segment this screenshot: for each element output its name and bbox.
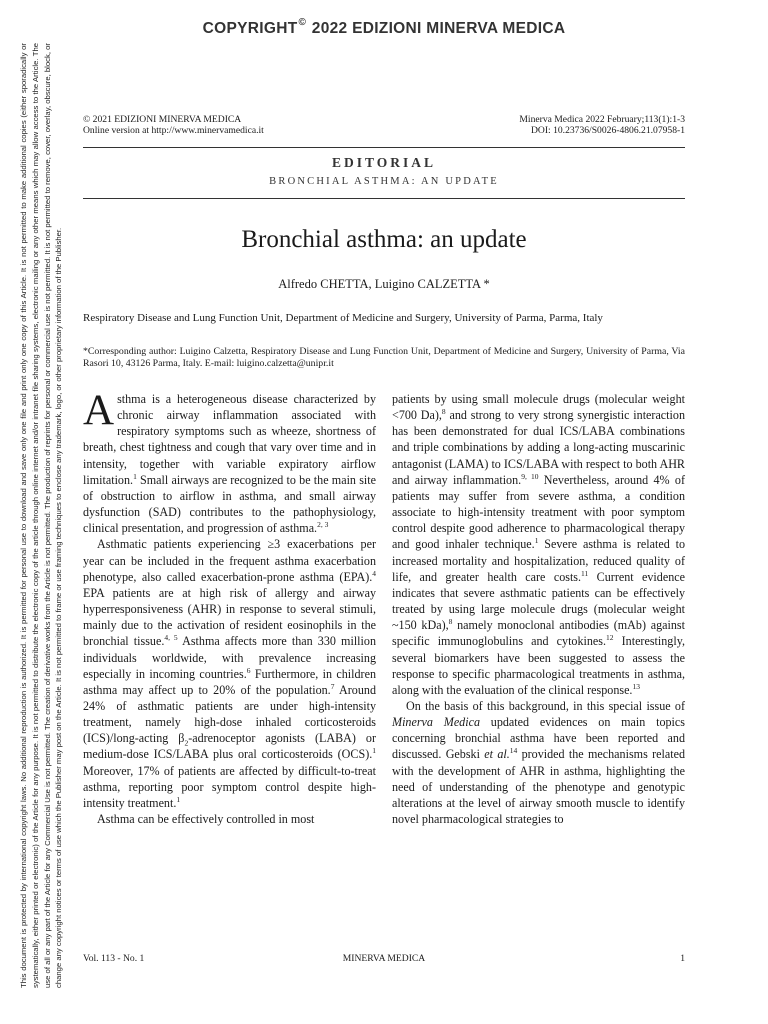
citation-ref[interactable]: 1	[133, 471, 137, 481]
body-paragraph: On the basis of this background, in this special issue of Minerva Medica updated evidences on main topics concerning bronchial asthma have been reported and discussed. Gebski et al.$^{14}$ provided the mechanisms related with the development of AHR in asthma, highlighting the need of understanding of the phenotype and genotypic alterations at the level of airway smooth muscle to identify novel pharmacological strategies to	[392, 698, 685, 827]
page-number: 1	[680, 953, 685, 964]
citation-ref[interactable]: 2, 3	[317, 520, 329, 530]
publisher-copyright: © 2021 EDIZIONI MINERVA MEDICA	[83, 114, 242, 125]
footer-journal: MINERVA MEDICA	[342, 953, 426, 964]
corresponding-author: *Corresponding author: Luigino Calzetta, Respiratory Disease and Lung Function Unit, Department of Medicine and Surgery, University of Parma, Via Rasori 10, 43126 Parma, Italy. E-mail: luigino.calzetta@unipr.it	[83, 346, 685, 369]
journal-citation: Minerva Medica 2022 February;113(1):1-3	[519, 114, 685, 125]
et-al: et al.	[484, 747, 510, 762]
citation-info	[519, 114, 685, 136]
citation-ref[interactable]: 13	[632, 681, 640, 691]
copyright-text-left: COPYRIGHT	[202, 20, 298, 37]
section-kind: EDITORIAL	[331, 155, 437, 170]
copyright-text-right: 2022 EDIZIONI MINERVA MEDICA	[311, 20, 566, 37]
online-version-link[interactable]: Online version at http://www.minervamedica.it	[83, 125, 264, 136]
citation-ref[interactable]: 12	[606, 633, 614, 643]
doi-link[interactable]: DOI: 10.23736/S0026-4806.21.07958-1	[530, 125, 685, 136]
copyright-symbol: ©	[298, 17, 307, 28]
body-paragraph: patients by using small molecule drugs (molecular weight <700 Da),$^8$ and strong to very strong synergistic interaction has been demonstrated for dual ICS/LABA combinations and triple combinations by adding a long-acting muscarinic antagonist (LAMA) to ICS/LABA with respect to both AHR and airway inflammation.$^{9, 10}$ Nevertheless, around 4% of patients may suffer from severe asthma, a condition associate to high-intensity treatment with poor symptom control despite good adherence to pharmacological therapy and good inhaler technique.$^1$ Severe asthma is related to increased mortality and hospitalization, reduced quality of life, and greater health care costs.$^{11}$ Current evidence indicates that severe asthmatic patients can be effectively treated by using large molecule drugs (molecular weight ~150 kDa),$^8$ namely monoclonal antibodies (mAb) against specific immunoglobulins and cytokines.$^{12}$ Interestingly, several biomarkers have been suggested to assess the response to specific pharmacological treatments in asthma, along with the evaluation of the clinical response.$^{13}$	[392, 392, 686, 697]
citation-ref[interactable]: 8	[448, 617, 453, 627]
citation-ref[interactable]: 11	[581, 568, 589, 578]
citation-ref[interactable]: 1	[372, 746, 376, 756]
citation-ref[interactable]: 4, 5	[164, 633, 178, 643]
header-divider	[83, 147, 685, 148]
copyright-side-notice: This document is protected by international copyright laws. No additional reproduction is authorized. It is permitted for personal use to download and save only one file and print only one copy of this Article. It is not permitted to make additional copies (either sporadically or systematically, either printed or electronic) of the Article for any purpose. It is not permitted to distribute the electronic copy of the article through online internet and/or intranet file sharing systems, electronic mailing or any other means which may allow access to the Article. The use of all or any part of the Article for any Commercial Use is not permitted. The creation of derivative works from the Article is not permitted. The production of reprints for personal or commercial use is not permitted. It is not permitted to remove, cover, overlay, obscure, block, or change any copyright notices or terms of use which the Publisher may post on the Article. It is not permitted to frame or use framing techniques to enclose any trademark, logo, or other proprietary information of the Publisher.	[19, 43, 64, 988]
copyright-banner	[0, 17, 768, 38]
journal-name: Minerva Medica	[392, 715, 481, 730]
publisher-info	[83, 114, 264, 136]
citation-ref[interactable]: 8	[441, 407, 446, 417]
body-paragraph: Asthma is a heterogeneous disease characterized by chronic airway inflammation associated with respiratory symptoms such as wheeze, shortness of breath, chest tightness and cough that vary over time and in intensity, together with variable expiratory airflow limitation.$^1$ Small airways are recognized to be the main site of obstruction to airflow in asthma, and small airway dysfunction (SAD) contributes to the pathophysiology, clinical presentation, and progression of asthma.$^{2, 3}$	[83, 387, 376, 536]
body-column-right	[392, 391, 685, 827]
citation-ref[interactable]: 6	[246, 665, 251, 675]
citation-ref[interactable]: 1	[176, 794, 181, 804]
section-subtitle: BRONCHIAL ASTHMA: AN UPDATE	[269, 176, 499, 187]
citation-ref[interactable]: 1	[534, 536, 539, 546]
article-authors: Alfredo CHETTA, Luigino CALZETTA *	[278, 277, 490, 291]
citation-ref[interactable]: 9, 10	[521, 471, 539, 481]
section-divider	[83, 198, 685, 199]
volume-issue: Vol. 113 - No. 1	[83, 953, 145, 964]
article-title: Bronchial asthma: an update	[241, 226, 527, 253]
body-column-left	[83, 387, 376, 827]
citation-ref[interactable]: 4	[372, 568, 376, 578]
drop-cap: A	[83, 387, 115, 434]
citation-ref[interactable]: 14	[509, 746, 518, 756]
body-paragraph: Asthma can be effectively controlled in most	[97, 812, 315, 827]
subscript: 2	[184, 738, 189, 748]
citation-ref[interactable]: 7	[330, 681, 335, 691]
body-paragraph: Asthmatic patients experiencing ≥3 exacerbations per year can be included in the frequent asthma exacerbation phenotype, also called exacerbation-prone asthma (EPA).$^4$ EPA patients are at high risk of allergy and airway hyperresponsiveness (AHR) in response to several stimuli, mainly due to the activation of resident eosinophils in the bronchial tissue.$^{4, 5}$ Asthma affects more than 330 million individuals worldwide, with prevalence increasing especially in incoming countries.$^6$ Furthermore, in children asthma may affect up to 20% of the population.$^7$ Around 24% of asthmatic patients are under high-intensity treatment, namely high-dose inhaled corticosteroids (ICS)/long-acting $\beta_2$-adrenoceptor agonists (LABA) or medium-dose ICS/LABA plus oral corticosteroids (OCS).$^1$ Moreover, 17% of patients are affected by difficult-to-treat asthma, reporting poor symptom control despite high-intensity treatment.$^1$	[83, 537, 376, 810]
author-affiliation: Respiratory Disease and Lung Function Unit, Department of Medicine and Surgery, University of Parma, Parma, Italy	[83, 312, 603, 324]
